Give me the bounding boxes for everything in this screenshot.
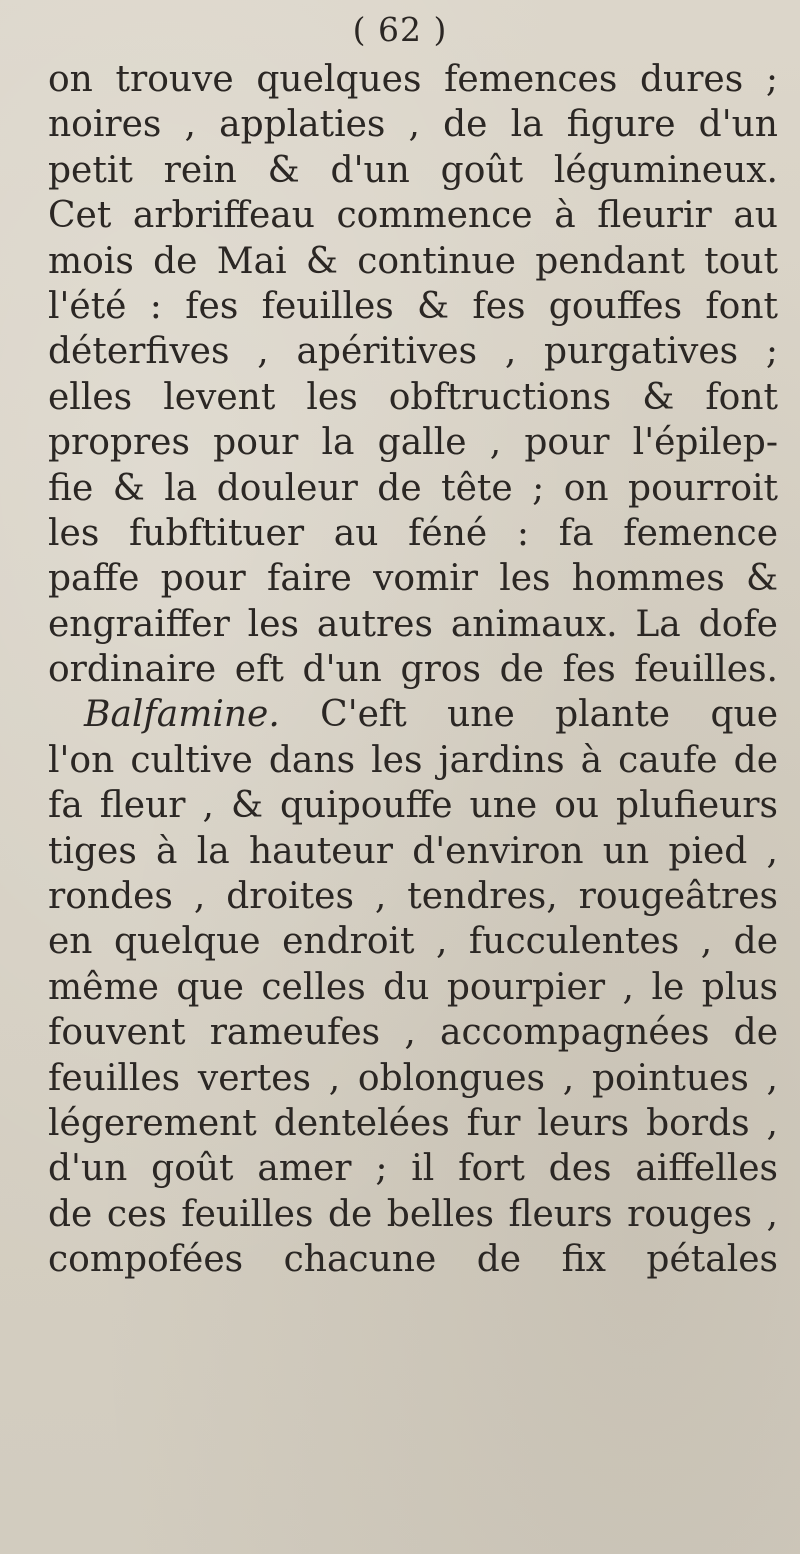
line-text: l'été : fes feuilles & fes gouffes font: [48, 285, 778, 327]
line-text: noires , applaties , de la figure d'un: [48, 104, 778, 146]
line-text: de ces feuilles de belles fleurs rouges ,: [48, 1193, 778, 1235]
text-line: [48, 329, 778, 374]
text-line: [48, 148, 778, 193]
text-line: [48, 193, 778, 238]
line-text: elles levent les obftructions & font: [48, 376, 778, 418]
text-line: [48, 874, 778, 919]
line-text: en quelque endroit , fucculentes , de: [48, 921, 778, 963]
line-text: mois de Mai & continue pendant tout: [48, 240, 778, 282]
line-text: engraiffer les autres animaux. La dofe: [48, 603, 778, 645]
line-text: déterfives , apéritives , purgatives ;: [48, 331, 778, 373]
text-line: [48, 511, 778, 556]
line-text: C'eft une plante que: [279, 694, 778, 736]
text-line: [48, 692, 778, 737]
line-text: compofées chacune de fix pétales: [48, 1239, 778, 1281]
entry-heading: Balfamine.: [84, 694, 280, 736]
text-line: [48, 102, 778, 147]
line-text: l'on cultive dans les jardins à caufe de: [48, 739, 778, 781]
line-text: petit rein & d'un goût légumineux.: [48, 149, 778, 191]
line-text: ordinaire eft d'un gros de fes feuilles.: [48, 649, 778, 691]
line-text: fouvent rameufes , accompagnées de: [48, 1012, 778, 1054]
text-line: [48, 284, 778, 329]
text-line: [48, 738, 778, 783]
line-text: Cet arbriffeau commence à fleurir au: [48, 195, 778, 237]
text-line: [48, 783, 778, 828]
text-line: [48, 466, 778, 511]
line-text: on trouve quelques femences dures ;: [48, 59, 778, 100]
line-text: d'un goût amer ; il fort des aiffelles: [48, 1148, 778, 1190]
line-text: propres pour la galle , pour l'épilep-: [48, 422, 778, 464]
text-line: [48, 602, 778, 647]
text-line: [48, 1146, 778, 1191]
text-line: [48, 1056, 778, 1101]
line-text: même que celles du pourpier , le plus: [48, 966, 778, 1008]
text-line: [48, 829, 778, 874]
line-text: fa fleur , & quipouffe une ou plufieurs: [48, 785, 778, 827]
line-text: paffe pour faire vomir les hommes &: [48, 558, 778, 600]
body-text: [48, 57, 778, 1283]
line-text: tiges à la hauteur d'environ un pied ,: [48, 830, 778, 872]
text-line: [48, 1192, 778, 1237]
text-line: [48, 647, 778, 692]
text-line: [48, 57, 778, 102]
line-text: feuilles vertes , oblongues , pointues ,: [48, 1057, 778, 1099]
line-text: fie & la douleur de tête ; on pourroit: [48, 467, 778, 509]
line-text: les fubftituer au féné : fa femence: [48, 512, 778, 554]
text-line: [48, 1101, 778, 1146]
text-line: [48, 1237, 778, 1282]
line-text: légerement dentelées fur leurs bords ,: [48, 1102, 778, 1144]
text-line: [48, 375, 778, 420]
page-number: ( 62 ): [352, 10, 448, 49]
text-line: [48, 919, 778, 964]
line-text: rondes , droites , tendres, rougeâtres: [48, 876, 778, 918]
text-line: [48, 1010, 778, 1055]
text-line: [48, 556, 778, 601]
text-line: [48, 239, 778, 284]
text-line: [48, 965, 778, 1010]
text-line: [48, 420, 778, 465]
